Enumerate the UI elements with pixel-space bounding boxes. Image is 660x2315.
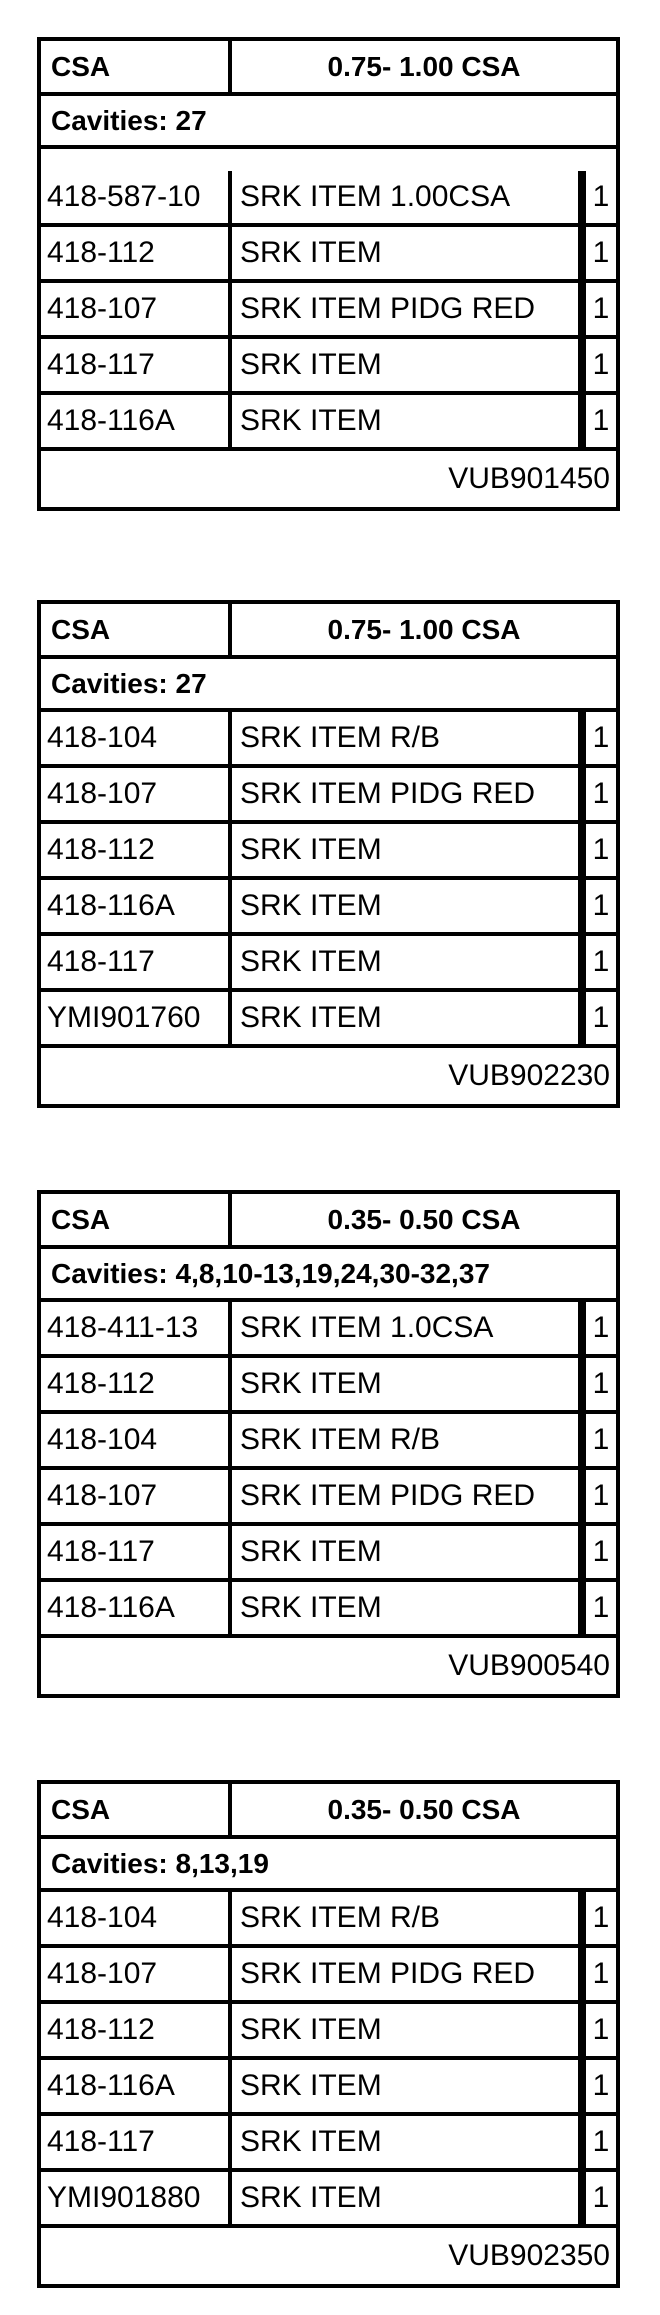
table-row (41, 171, 616, 227)
part-quantity: 1 (578, 936, 616, 988)
cavities-label: Cavities: 27 (41, 96, 616, 149)
table-row (41, 339, 616, 395)
wiring-table-1 (37, 37, 620, 511)
part-quantity: 1 (578, 2004, 616, 2056)
cavities-label: Cavities: 4,8,10-13,19,24,30-32,37 (41, 1249, 616, 1302)
part-quantity: 1 (578, 339, 616, 391)
table-header (41, 1194, 616, 1249)
part-number: 418-116A (41, 2060, 232, 2112)
table-row (41, 283, 616, 339)
part-description: SRK ITEM 1.0CSA (240, 1311, 494, 1344)
table-row (41, 2116, 616, 2172)
table-row (41, 1582, 616, 1638)
part-description: SRK ITEM R/B (240, 1901, 441, 1934)
part-description: SRK ITEM (240, 1535, 382, 1568)
table-row (41, 1470, 616, 1526)
part-number: YMI901880 (41, 2172, 232, 2224)
table-row (41, 2004, 616, 2060)
part-quantity: 1 (578, 1526, 616, 1578)
table-footer-code: VUB901450 (448, 462, 610, 495)
part-description: SRK ITEM (240, 1001, 382, 1034)
table-row (41, 1892, 616, 1948)
table-footer-code: VUB900540 (448, 1649, 610, 1682)
part-quantity: 1 (578, 1470, 616, 1522)
part-description: SRK ITEM (240, 833, 382, 866)
table-row (41, 395, 616, 451)
part-number: 418-112 (41, 1358, 232, 1410)
part-quantity: 1 (578, 1414, 616, 1466)
part-quantity: 1 (578, 1582, 616, 1634)
csa-label: CSA (41, 1784, 232, 1835)
part-description: SRK ITEM (240, 348, 382, 381)
part-quantity: 1 (578, 1358, 616, 1410)
table-row (41, 992, 616, 1048)
csa-label: CSA (41, 41, 232, 92)
part-description: SRK ITEM PIDG RED (240, 1957, 536, 1990)
csa-range: 0.35- 0.50 CSA (327, 1203, 521, 1235)
part-quantity: 1 (578, 712, 616, 764)
part-description: SRK ITEM (240, 1591, 382, 1624)
table-row (41, 227, 616, 283)
part-number: 418-116A (41, 395, 232, 447)
table-row (41, 1526, 616, 1582)
table-header (41, 1784, 616, 1839)
part-number: 418-587-10 (41, 171, 232, 223)
cavities-label: Cavities: 8,13,19 (41, 1839, 616, 1892)
part-quantity: 1 (578, 227, 616, 279)
table-row (41, 2172, 616, 2228)
part-quantity: 1 (578, 283, 616, 335)
table-header (41, 604, 616, 659)
part-number: 418-117 (41, 339, 232, 391)
part-number: 418-117 (41, 1526, 232, 1578)
cavities-label: Cavities: 27 (41, 659, 616, 712)
table-row (41, 1302, 616, 1358)
table-row (41, 1414, 616, 1470)
part-quantity: 1 (578, 1892, 616, 1944)
part-description: SRK ITEM 1.00CSA (240, 180, 511, 213)
part-number: 418-107 (41, 1470, 232, 1522)
part-number: 418-411-13 (41, 1302, 232, 1354)
part-description: SRK ITEM (240, 2125, 382, 2158)
table-footer-code: VUB902230 (448, 1059, 610, 1092)
table-header (41, 41, 616, 96)
part-number: 418-117 (41, 2116, 232, 2168)
part-description: SRK ITEM PIDG RED (240, 1479, 536, 1512)
table-row (41, 768, 616, 824)
csa-range: 0.35- 0.50 CSA (327, 1793, 521, 1825)
part-description: SRK ITEM PIDG RED (240, 777, 536, 810)
part-description: SRK ITEM (240, 2181, 382, 2214)
part-number: 418-112 (41, 227, 232, 279)
part-quantity: 1 (578, 1302, 616, 1354)
part-quantity: 1 (578, 824, 616, 876)
part-number: 418-107 (41, 1948, 232, 2000)
csa-label: CSA (41, 604, 232, 655)
part-number: 418-117 (41, 936, 232, 988)
table-row (41, 2060, 616, 2116)
part-quantity: 1 (578, 880, 616, 932)
part-description: SRK ITEM (240, 2069, 382, 2102)
table-footer-code: VUB902350 (448, 2239, 610, 2272)
part-description: SRK ITEM (240, 2013, 382, 2046)
part-quantity: 1 (578, 992, 616, 1044)
part-description: SRK ITEM (240, 889, 382, 922)
part-quantity: 1 (578, 1948, 616, 2000)
part-number: 418-112 (41, 824, 232, 876)
table-row (41, 880, 616, 936)
part-quantity: 1 (578, 395, 616, 447)
wiring-table-2 (37, 600, 620, 1108)
part-number: 418-116A (41, 880, 232, 932)
table-row (41, 712, 616, 768)
table-row (41, 1358, 616, 1414)
part-quantity: 1 (578, 768, 616, 820)
wiring-table-3 (37, 1190, 620, 1698)
part-number: 418-112 (41, 2004, 232, 2056)
part-description: SRK ITEM (240, 404, 382, 437)
table-row (41, 1948, 616, 2004)
part-number: 418-107 (41, 283, 232, 335)
part-quantity: 1 (578, 171, 616, 223)
part-number: 418-107 (41, 768, 232, 820)
part-description: SRK ITEM (240, 945, 382, 978)
part-number: 418-104 (41, 1414, 232, 1466)
csa-range: 0.75- 1.00 CSA (327, 613, 521, 645)
part-number: 418-104 (41, 712, 232, 764)
part-description: SRK ITEM R/B (240, 721, 441, 754)
part-description: SRK ITEM R/B (240, 1423, 441, 1456)
table-spacer (41, 149, 616, 171)
csa-label: CSA (41, 1194, 232, 1245)
part-description: SRK ITEM (240, 1367, 382, 1400)
part-quantity: 1 (578, 2172, 616, 2224)
part-number: 418-116A (41, 1582, 232, 1634)
part-quantity: 1 (578, 2116, 616, 2168)
csa-range: 0.75- 1.00 CSA (327, 50, 521, 82)
part-description: SRK ITEM PIDG RED (240, 292, 536, 325)
part-number: YMI901760 (41, 992, 232, 1044)
part-description: SRK ITEM (240, 236, 382, 269)
part-quantity: 1 (578, 2060, 616, 2112)
table-row (41, 824, 616, 880)
part-number: 418-104 (41, 1892, 232, 1944)
table-row (41, 936, 616, 992)
wiring-table-4 (37, 1780, 620, 2288)
